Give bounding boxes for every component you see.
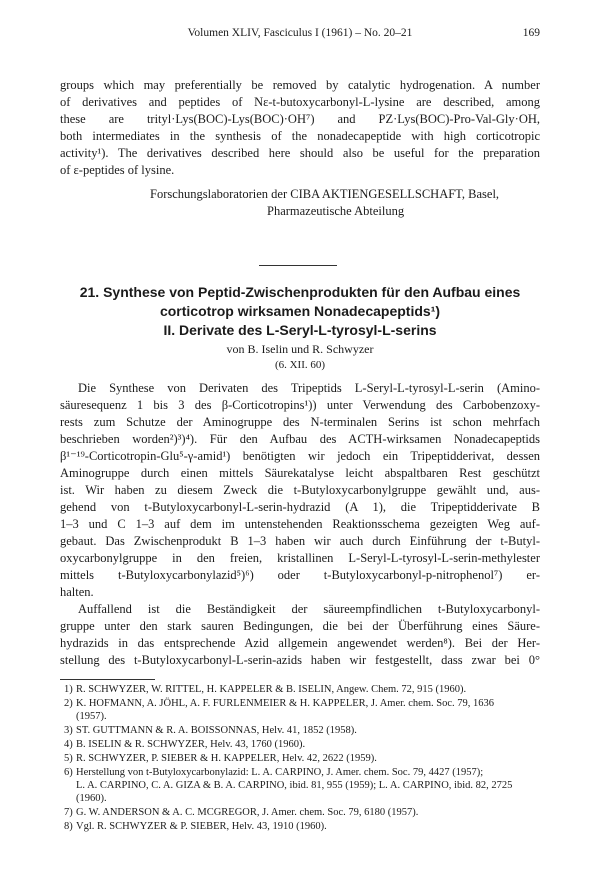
footnote-text: Vgl. R. SCHWYZER & P. SIEBER, Helv. 43, 1910 (1960). bbox=[76, 821, 327, 832]
body-line: beschrieben worden²)³)⁴). Für den Aufbau des ACTH-wirksamen Nonadecapeptids bbox=[60, 432, 540, 446]
intro-line: both intermediates in the synthesis of the nonadecapeptide with high corticotropic bbox=[60, 129, 540, 143]
body-line: halten. bbox=[60, 585, 94, 599]
footnote-number: 8) bbox=[64, 821, 73, 832]
intro-line: activity¹). The derivatives described here should also be useful for the preparation bbox=[60, 146, 540, 160]
footnote-number: 6) bbox=[64, 767, 73, 778]
footnote bbox=[60, 683, 540, 696]
footnote-text: G. W. ANDERSON & A. C. MCGREGOR, J. Amer. chem. Soc. 79, 6180 (1957). bbox=[76, 807, 419, 818]
footnote-number: 7) bbox=[64, 807, 73, 818]
body-line: mittels t-Butyloxycarbonylazid⁵)⁶) oder t-Butyloxycarbonyl-p-nitrophenol⁷) er- bbox=[60, 568, 540, 582]
footnote-text: R. SCHWYZER, P. SIEBER & H. KAPPELER, Helv. 42, 2622 (1959). bbox=[76, 753, 377, 764]
body-line: ist. Wir haben zu diesem Zweck die t-Butyloxycarbonylgruppe gewählt und, aus- bbox=[60, 483, 540, 497]
running-title: Volumen XLIV, Fasciculus I (1961) – No. 20–21 bbox=[187, 27, 413, 39]
section-divider bbox=[259, 265, 337, 266]
footnote-text: K. HOFMANN, A. JÖHL, A. F. FURLENMEIER & H. KAPPELER, J. Amer. chem. Soc. 79, 1636 bbox=[76, 698, 495, 709]
footnote-text: R. SCHWYZER, W. RITTEL, H. KAPPELER & B. ISELIN, Angew. Chem. 72, 915 (1960). bbox=[76, 684, 467, 695]
intro-line: groups which may preferentially be removed by catalytic hydrogenation. A number bbox=[60, 78, 540, 92]
body-line: gebaut. Das Zwischenprodukt B 1–3 haben wir auch durch Einführung der t-Butyl- bbox=[60, 534, 540, 548]
body-line: 1–3 und C 1–3 auf dem im untenstehenden Reaktionsschema gezeigten Weg auf- bbox=[60, 517, 540, 531]
author-byline: von B. Iselin und R. Schwyzer bbox=[226, 342, 374, 356]
footnote-number: 5) bbox=[64, 753, 73, 764]
body-line: oxycarbonylgruppe in den freien, kristallinen L-Seryl-L-tyrosyl-L-serin-methylester bbox=[60, 551, 540, 565]
footnote-text: (1960). bbox=[76, 793, 107, 804]
footnote-text: Herstellung von t-Butyloxycarbonylazid: L. A. CARPINO, J. Amer. chem. Soc. 79, 4427 (1957); bbox=[76, 767, 484, 778]
intro-line: of derivatives and peptides of Nε-t-butoxycarbonyl-L-lysine are described, among bbox=[60, 95, 540, 109]
body-line: stellung des t-Butyloxycarbonyl-L-serin-azids haben wir festgestellt, dass zwar bei 0° bbox=[60, 653, 540, 667]
footnote-number: 3) bbox=[64, 725, 73, 736]
article-subtitle: II. Derivate des L-Seryl-L-tyrosyl-L-serins bbox=[163, 322, 437, 338]
body-line: Auffallend ist die Beständigkeit der säureempfindlichen t-Butyloxycarbonyl- bbox=[78, 602, 540, 616]
affiliation-line: Forschungslaboratorien der CIBA AKTIENGESELLSCHAFT, Basel, bbox=[150, 187, 500, 201]
body-line: β¹⁻¹⁹-Corticotropin-Glu⁵-γ-amid¹) benötigten wir jedoch ein Tripeptidderivat, dessen bbox=[60, 449, 540, 463]
body-line: säuresequenz 1 bis 3 des β-Corticotropins¹)) unter Verwendung des Carbobenzoxy- bbox=[60, 398, 540, 412]
body-line: gehend von t-Butyloxycarbonyl-L-serin-hydrazid (A 1), die Tripeptidderivate B bbox=[60, 500, 540, 514]
body-line: Aminogruppe durch einen mittels Säurekatalyse leicht abspaltbaren Rest geschützt bbox=[60, 466, 540, 480]
footnote bbox=[60, 724, 540, 737]
footnote-text: ST. GUTTMANN & R. A. BOISSONNAS, Helv. 41, 1852 (1958). bbox=[76, 725, 357, 736]
footnote bbox=[60, 806, 540, 819]
footnote-number: 2) bbox=[64, 698, 73, 709]
footnote bbox=[60, 752, 540, 765]
footnote bbox=[60, 820, 540, 833]
footnote-text: B. ISELIN & R. SCHWYZER, Helv. 43, 1760 (1960). bbox=[76, 739, 306, 750]
running-header bbox=[60, 27, 540, 41]
body-line: rests zum Schutze der Aminogruppe des N-terminalen Serins ist schon mehrfach bbox=[60, 415, 540, 429]
footnote-text: L. A. CARPINO, C. A. GIZA & B. A. CARPINO, ibid. 81, 955 (1959); L. A. CARPINO, ibid. 82, 2725 bbox=[76, 780, 513, 791]
footnote-number: 4) bbox=[64, 739, 73, 750]
footnote bbox=[60, 697, 540, 723]
footnote-rule bbox=[60, 679, 155, 680]
footnote bbox=[60, 738, 540, 751]
affiliation-line: Pharmazeutische Abteilung bbox=[267, 204, 405, 218]
body-line: hydrazids in das entsprechende Azid allgemein angewendet werden⁸). Bei der Her- bbox=[60, 636, 540, 650]
footnote-number: 1) bbox=[64, 684, 73, 695]
intro-line: these are trityl·Lys(BOC)-Lys(BOC)·OH⁷) and PZ·Lys(BOC)-Pro-Val-Gly·OH, bbox=[60, 112, 540, 126]
received-date: (6. XII. 60) bbox=[274, 359, 326, 371]
body-line: Die Synthese von Derivaten des Tripeptids L-Seryl-L-tyrosyl-L-serin (Amino- bbox=[78, 381, 540, 395]
body-line: gruppe unter den stark sauren Bedingungen, die bei der Überführung eines Säure- bbox=[60, 619, 540, 633]
page-number: 169 bbox=[522, 27, 540, 39]
footnote-text: (1957). bbox=[76, 711, 107, 722]
footnote bbox=[60, 766, 540, 805]
article-title: corticotrop wirksamen Nonadecapeptids¹) bbox=[159, 303, 441, 319]
article-title: 21. Synthese von Peptid-Zwischenprodukten für den Aufbau eines bbox=[79, 284, 521, 300]
intro-line: of ε-peptides of lysine. bbox=[60, 163, 175, 177]
